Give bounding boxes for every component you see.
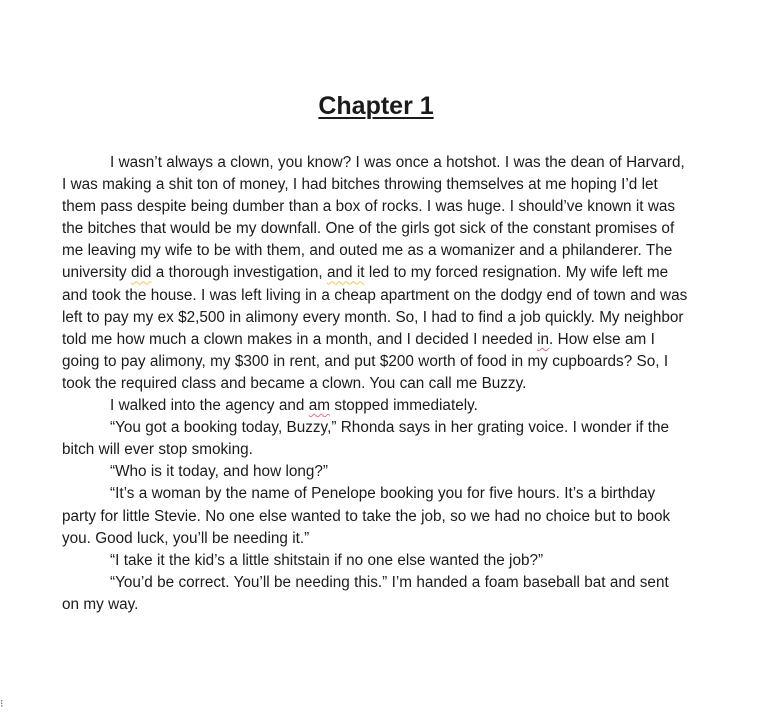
spelling-error-underline: in (537, 330, 550, 348)
text-run: I walked into the agency and (110, 397, 309, 415)
grammar-suggestion-underline: did (130, 264, 152, 282)
text-run: “You’d be correct. You’ll be needing this.” I’m handed a foam baseball bat and sent on my way. (62, 573, 669, 613)
body-paragraph (62, 572, 690, 616)
text-run: “I take it the kid’s a little shitstain if no one else wanted the job?” (110, 551, 544, 569)
spelling-error-underline: am (308, 397, 330, 415)
document-page[interactable] (62, 88, 690, 616)
body-paragraph (62, 395, 690, 417)
text-run: “It’s a woman by the name of Penelope booking you for five hours. It’s a birthday party for little Stevie. No one else wanted to take the job, so we had no choice but to book you. Good luck, you’ll be needing it.” (62, 485, 671, 547)
body-paragraph (62, 550, 690, 572)
text-run: stopped immediately. (330, 397, 478, 415)
body-paragraph (62, 483, 690, 549)
text-run: a thorough investigation, (151, 264, 327, 282)
text-run: “Who is it today, and how long?” (110, 463, 328, 481)
text-run: I wasn’t always a clown, you know? I was once a hotshot. I was the dean of Harvard, I was making a shit ton of money, I had bitches throwing themselves at me hoping I’d let them pass despite being dumber than a box of rocks. I was huge. I should’ve known it was the bitches that would be my downfall. One of the girls got sick of the constant promises of me leaving my wife to be with them, and outed me as a womanizer and a philanderer. The university (62, 154, 685, 282)
text-run: led to my forced resignation. My wife left me and took the house. I was left living in a cheap apartment on the dodgy end of town and was left to pay my ex $2,500 in alimony every month. So, I had to find a job quickly. My neighbor told me how much a clown makes in a month, and I decided I needed (62, 264, 688, 348)
document-body[interactable] (62, 152, 690, 616)
chapter-title: Chapter 1 (318, 92, 434, 120)
resize-grip-icon: ⁝ (0, 698, 4, 710)
text-run: . How else am I going to pay alimony, my $300 in rent, and put $200 worth of food in my cupboards? So, I took the required class and became a clown. You can call me Buzzy. (62, 330, 669, 392)
text-run: “You got a booking today, Buzzy,” Rhonda says in her grating voice. I wonder if the bitch will ever stop smoking. (62, 419, 670, 459)
body-paragraph (62, 152, 690, 395)
grammar-suggestion-underline: and it (326, 264, 365, 282)
body-paragraph (62, 461, 690, 483)
body-paragraph (62, 417, 690, 461)
